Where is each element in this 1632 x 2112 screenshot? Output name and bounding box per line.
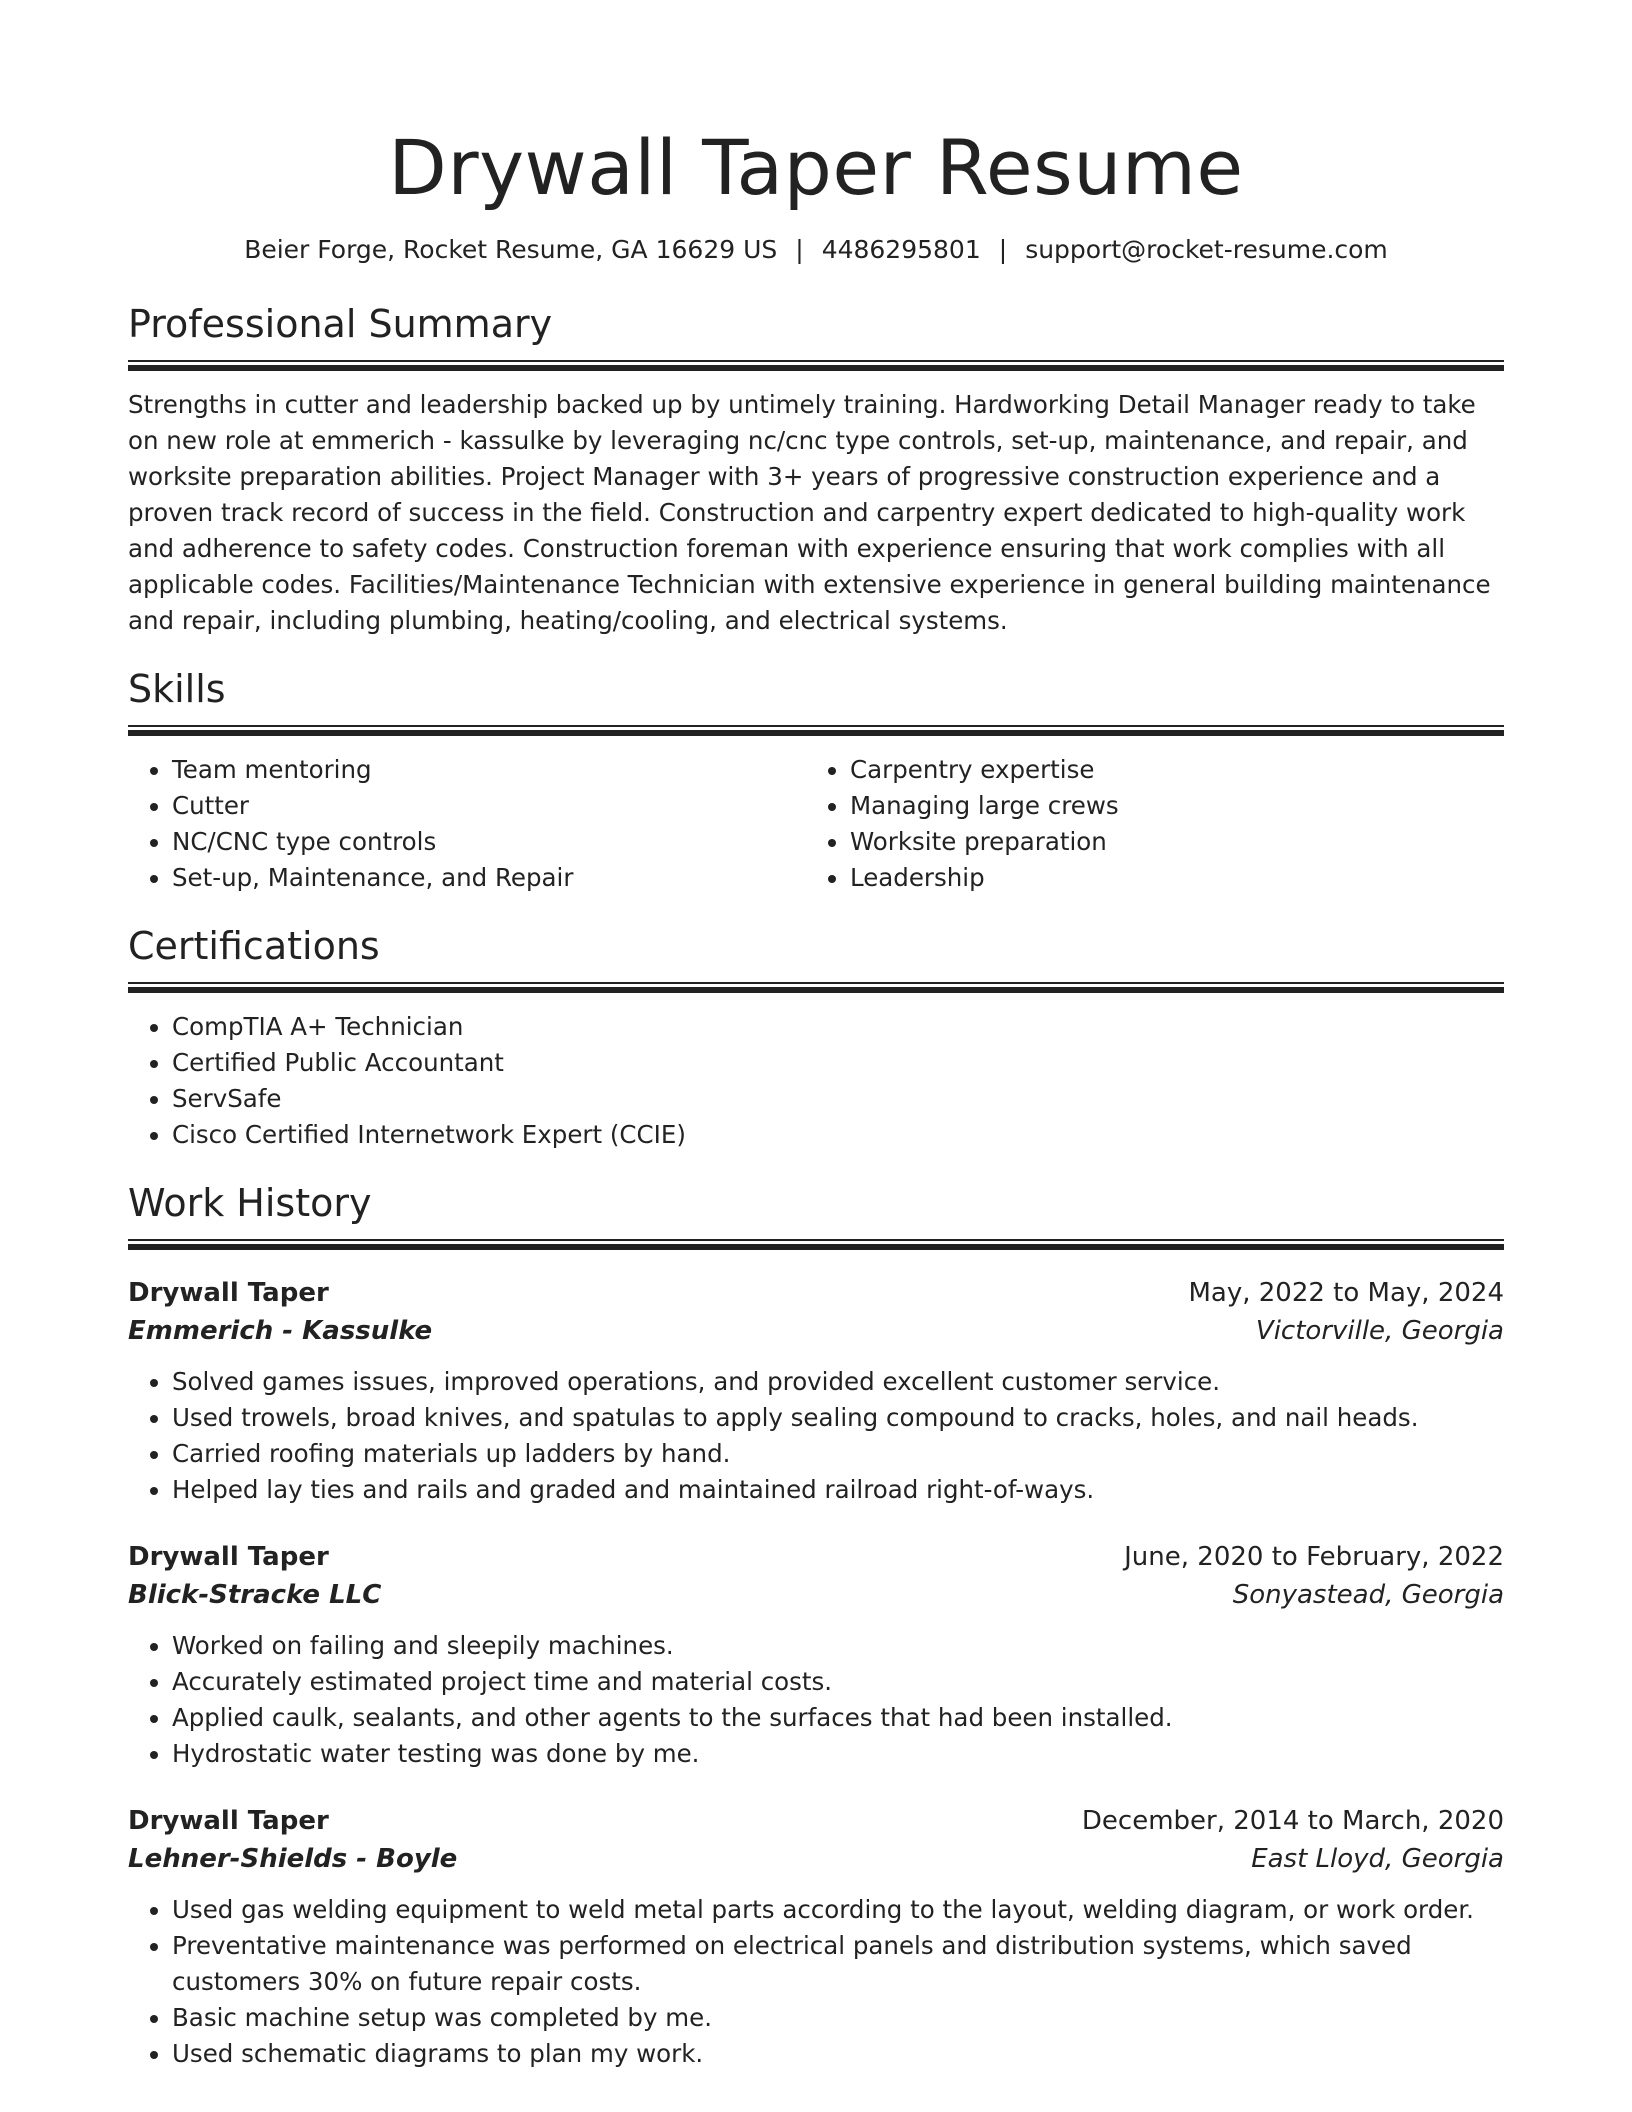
job-dates: May, 2022 to May, 2024 xyxy=(1188,1278,1504,1308)
certification-item: • Certified Public Accountant xyxy=(172,1045,1504,1081)
contact-phone: 4486295801 xyxy=(821,235,981,264)
resume-page xyxy=(128,0,1504,2072)
job-entry xyxy=(128,1538,1504,1772)
work-history-section xyxy=(128,1179,1504,2072)
job-title: Drywall Taper xyxy=(128,1806,329,1836)
job-duty: • Used trowels, broad knives, and spatulas to apply sealing compound to cracks, holes, and nail heads. xyxy=(172,1400,1504,1436)
skills-list-left xyxy=(128,752,806,896)
certifications-list xyxy=(128,1009,1504,1153)
summary-text: Strengths in cutter and leadership backed up by untimely training. Hardworking Detail Manager ready to take on new role at emmerich - kassulke by leveraging nc/cnc type controls, set-up, maintenance, and repair, and worksite preparation abilities. Project Manager with 3+ years of progressive construction experience and a proven track record of success in the field. Construction and carpentry expert dedicated to high-quality work and adherence to safety codes. Construction foreman with experience ensuring that work complies with all applicable codes. Facilities/Maintenance Technician with extensive experience in general building maintenance and repair, including plumbing, heating/cooling, and electrical systems. xyxy=(128,390,1491,635)
certification-item: • CompTIA A+ Technician xyxy=(172,1009,1504,1045)
job-entry xyxy=(128,1274,1504,1508)
job-duties-list xyxy=(128,1364,1504,1508)
job-duty: • Worked on failing and sleepily machines. xyxy=(172,1628,1504,1664)
job-location: Victorville, Georgia xyxy=(1255,1316,1504,1346)
job-duty: • Preventative maintenance was performed on electrical panels and distribution systems, which saved customers 30% on future repair costs. xyxy=(172,1928,1504,2000)
contact-separator: | xyxy=(998,235,1008,264)
skill-item: • Cutter xyxy=(172,788,806,824)
section-divider xyxy=(128,982,1504,993)
job-title: Drywall Taper xyxy=(128,1278,329,1308)
skills-heading: Skills xyxy=(128,667,226,711)
contact-address: Beier Forge, Rocket Resume, GA 16629 US xyxy=(244,235,778,264)
job-duty: • Accurately estimated project time and material costs. xyxy=(172,1664,1504,1700)
work-history-heading: Work History xyxy=(128,1181,372,1225)
section-divider xyxy=(128,360,1504,371)
skills-section xyxy=(128,665,1504,896)
job-company-row xyxy=(128,1840,1504,1878)
job-duty: • Basic machine setup was completed by me. xyxy=(172,2000,1504,2036)
job-duties-list xyxy=(128,1892,1504,2072)
job-duty: • Hydrostatic water testing was done by me. xyxy=(172,1736,1504,1772)
skill-item: • Worksite preparation xyxy=(850,824,1484,860)
summary-heading: Professional Summary xyxy=(128,302,553,346)
job-location: East Lloyd, Georgia xyxy=(1251,1844,1504,1874)
job-header-row xyxy=(128,1274,1504,1312)
job-entry xyxy=(128,1802,1504,2072)
job-duty: • Solved games issues, improved operations, and provided excellent customer service. xyxy=(172,1364,1504,1400)
job-duty: • Used schematic diagrams to plan my work. xyxy=(172,2036,1504,2072)
job-title: Drywall Taper xyxy=(128,1542,329,1572)
section-divider xyxy=(128,725,1504,736)
job-company-row xyxy=(128,1576,1504,1614)
certifications-section xyxy=(128,922,1504,1153)
skills-grid xyxy=(128,752,1504,896)
skill-item: • Leadership xyxy=(850,860,1484,896)
certification-item: • ServSafe xyxy=(172,1081,1504,1117)
contact-separator: | xyxy=(795,235,804,264)
certification-item: • Cisco Certified Internetwork Expert (CCIE) xyxy=(172,1117,1504,1153)
job-dates: December, 2014 to March, 2020 xyxy=(1081,1806,1504,1836)
skill-item: • Carpentry expertise xyxy=(850,752,1484,788)
job-duty: • Carried roofing materials up ladders by hand. xyxy=(172,1436,1504,1472)
skill-item: • NC/CNC type controls xyxy=(172,824,806,860)
job-duties-list xyxy=(128,1628,1504,1772)
job-company: Lehner-Shields - Boyle xyxy=(128,1844,458,1874)
job-duty: • Applied caulk, sealants, and other agents to the surfaces that had been installed. xyxy=(172,1700,1504,1736)
certifications-heading: Certifications xyxy=(128,924,380,968)
job-company: Blick-Stracke LLC xyxy=(128,1580,382,1610)
job-company: Emmerich - Kassulke xyxy=(128,1316,433,1346)
skill-item: • Team mentoring xyxy=(172,752,806,788)
contact-line xyxy=(128,234,1504,266)
job-header-row xyxy=(128,1802,1504,1840)
job-duty: • Helped lay ties and rails and graded and maintained railroad right-of-ways. xyxy=(172,1472,1504,1508)
summary-section xyxy=(128,300,1504,639)
job-location: Sonyastead, Georgia xyxy=(1232,1580,1504,1610)
resume-title: Drywall Taper Resume xyxy=(388,123,1244,212)
job-company-row xyxy=(128,1312,1504,1350)
job-dates: June, 2020 to February, 2022 xyxy=(1124,1542,1504,1572)
skills-list-right xyxy=(806,752,1484,896)
job-header-row xyxy=(128,1538,1504,1576)
skill-item: • Managing large crews xyxy=(850,788,1484,824)
skill-item: • Set-up, Maintenance, and Repair xyxy=(172,860,806,896)
contact-email: support@rocket-resume.com xyxy=(1025,235,1388,264)
section-divider xyxy=(128,1239,1504,1250)
job-duty: • Used gas welding equipment to weld metal parts according to the layout, welding diagram, or work order. xyxy=(172,1892,1504,1928)
